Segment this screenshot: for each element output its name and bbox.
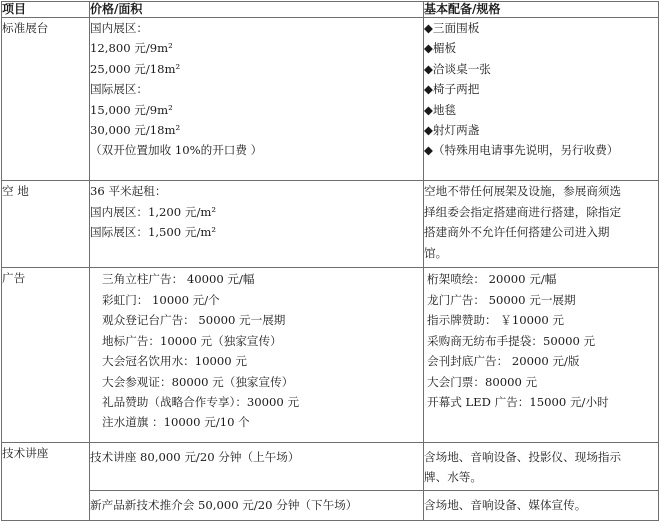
seminar-row-1: [2, 442, 659, 490]
seminar-equipment-1: [424, 442, 659, 490]
price-line: 国际展区：1,500 元/m²: [90, 225, 216, 240]
raw-space-notes: [424, 181, 659, 268]
equipment-item: ◆楣板: [424, 41, 457, 56]
advertising-right: [424, 268, 659, 442]
price-line: 30,000 元/18m²: [90, 123, 181, 138]
equipment-item: ◆地毯: [424, 102, 457, 117]
standard-booth-label: 标准展台: [2, 18, 90, 181]
header-item: 项目: [2, 2, 90, 18]
price-line: 国际展区：: [90, 82, 148, 97]
note-line: 空地不带任何展架及设施，参展商须选: [424, 184, 622, 199]
ad-item: 大会参观证：80000 元（独家宣传）: [102, 374, 294, 389]
equipment-line: 含场地、音响设备、媒体宣传。: [424, 497, 587, 512]
ad-item: 采购商无纺布手提袋：50000 元: [427, 333, 596, 348]
equipment-item: ◆椅子两把: [424, 82, 480, 97]
seminar-label: 技术讲座: [2, 442, 90, 520]
equipment-item: ◆洽谈桌一张: [424, 61, 491, 76]
equipment-line: 牌、水等。: [424, 470, 482, 485]
ad-item: 大会冠名饮用水：10000 元: [102, 354, 247, 369]
advertising-left: [90, 268, 424, 442]
ad-item: 礼品赞助（战略合作专享）：30000 元: [102, 394, 300, 409]
equipment-item: ◆（特殊用电请事先说明，另行收费）: [424, 143, 619, 158]
equipment-item: ◆射灯两盏: [424, 123, 480, 138]
note-line: 择组委会指定搭建商进行搭建，除指定: [424, 204, 622, 219]
ad-item: 桁架喷绘： 20000 元/幅: [427, 272, 557, 287]
ad-item: 指示牌赞助： ￥10000 元: [427, 313, 565, 328]
advertising-row: [2, 268, 659, 442]
raw-space-row: [2, 181, 659, 268]
ad-item: 观众登记台广告： 50000 元一展期: [102, 313, 286, 328]
header-price-area: 价格/面积: [90, 2, 424, 18]
seminar-price-2: 新产品新技术推介会 50,000 元/20 分钟（下午场）: [90, 490, 424, 520]
advertising-label: 广告: [2, 268, 90, 442]
ad-item: 注水道旗 ：10000 元/10 个: [102, 415, 250, 430]
seminar-equipment-2: [424, 490, 659, 520]
ad-item: 会刊封底广告： 20000 元/版: [427, 354, 580, 369]
price-line: 国内展区：: [90, 21, 148, 36]
price-line: 25,000 元/18m²: [90, 61, 181, 76]
note-line: 搭建商外不允许任何搭建公司进入期: [424, 225, 610, 240]
price-line: 12,800 元/9m²: [90, 41, 173, 56]
ad-item: 大会门票：80000 元: [427, 374, 538, 389]
raw-space-prices: [90, 181, 424, 268]
ad-item: 彩虹门： 10000 元/个: [102, 292, 220, 307]
price-note: （双开位置加收 10%的开口费 ）: [90, 143, 263, 158]
header-equipment: 基本配备/规格: [424, 2, 659, 18]
standard-booth-prices: [90, 18, 424, 181]
standard-booth-row: [2, 18, 659, 181]
ad-item: 三角立柱广告： 40000 元/幅: [102, 272, 255, 287]
price-line: 国内展区：1,200 元/m²: [90, 204, 216, 219]
ad-item: 开幕式 LED 广告：15000 元/小时: [427, 394, 609, 409]
ad-item: 地标广告：10000 元（独家宣传）: [102, 333, 282, 348]
seminar-row-2: [2, 490, 659, 520]
exhibition-price-table: [1, 1, 659, 521]
header-row: [2, 2, 659, 18]
price-line: 15,000 元/9m²: [90, 102, 173, 117]
equipment-item: ◆三面围板: [424, 21, 480, 36]
equipment-line: 含场地、音响设备、投影仪、现场指示: [424, 449, 622, 464]
raw-space-label: 空 地: [2, 181, 90, 268]
ad-item: 龙门广告： 50000 元一展期: [427, 292, 576, 307]
standard-booth-equipment: [424, 18, 659, 181]
price-line: 36 平米起租：: [90, 184, 167, 199]
seminar-price-1: 技术讲座 80,000 元/20 分钟（上午场）: [90, 442, 424, 490]
note-line: 馆。: [424, 245, 448, 260]
